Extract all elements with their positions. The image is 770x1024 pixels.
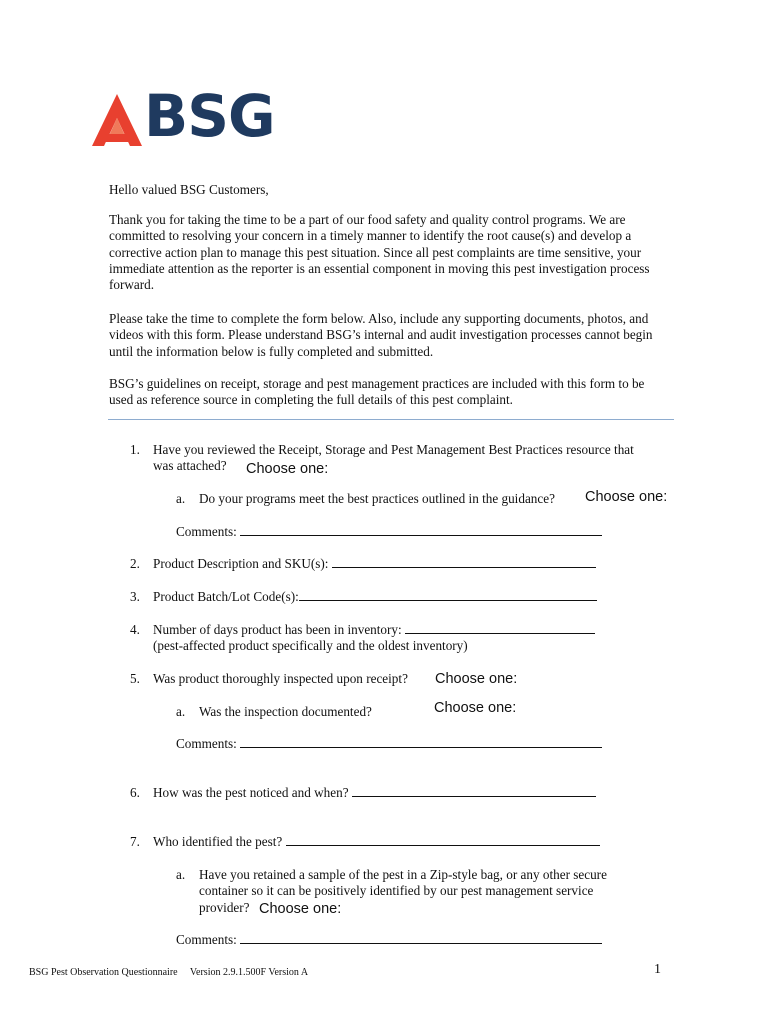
comments-1-field[interactable] [240, 525, 602, 536]
q4-field[interactable] [405, 623, 595, 634]
q2-number: 2. [130, 556, 140, 571]
q3-row [153, 589, 597, 605]
footer-title: BSG Pest Observation Questionnaire [29, 967, 178, 978]
q1-choose-dropdown[interactable]: Choose one: [246, 461, 329, 477]
q7-row [153, 834, 600, 850]
q2-row [153, 556, 596, 572]
q1-text-line2: was attached? [153, 458, 227, 473]
q4-subtext: (pest-affected product specifically and the oldest inventory) [153, 638, 468, 653]
q2-field[interactable] [332, 557, 596, 568]
q1a-text: Do your programs meet the best practices outlined in the guidance? [199, 491, 555, 506]
section-divider [108, 419, 674, 420]
q6-row [153, 785, 596, 801]
q1-text-line1: Have you reviewed the Receipt, Storage and Pest Management Best Practices resource that [153, 442, 634, 457]
q4-text: Number of days product has been in inventory: [153, 622, 402, 637]
bsg-logo-mark-icon [92, 94, 142, 146]
q5-number: 5. [130, 671, 140, 686]
bsg-logo [92, 82, 275, 150]
q7a-choose-dropdown[interactable]: Choose one: [259, 901, 342, 917]
q4-number: 4. [130, 622, 140, 637]
q7a-letter: a. [176, 867, 186, 882]
comments-2-label [176, 736, 602, 752]
q6-number: 6. [130, 785, 140, 800]
q5-choose-dropdown[interactable]: Choose one: [435, 671, 518, 687]
q3-number: 3. [130, 589, 140, 604]
q4-row [153, 622, 595, 638]
q7a-text-line2: container so it can be positively identified by our pest management service [199, 883, 594, 898]
logo-text: BSG [144, 82, 275, 150]
q5a-letter: a. [176, 704, 186, 719]
q5-text: Was product thoroughly inspected upon receipt? [153, 671, 408, 686]
q6-field[interactable] [352, 786, 596, 797]
q6-text: How was the pest noticed and when? [153, 785, 349, 800]
q7a-text-line3: provider? [199, 900, 250, 915]
page-number: 1 [654, 962, 661, 977]
q7-number: 7. [130, 834, 140, 849]
q1a-letter: a. [176, 491, 186, 506]
comments-2-field[interactable] [240, 737, 602, 748]
q1-number: 1. [130, 442, 140, 457]
intro-paragraph-1: Thank you for taking the time to be a part of our food safety and quality control programs. We are committed to resolving your concern in a timely manner to identify the root cause(s) and develop a corrective action plan to manage this pest situation. Since all pest complaints are time sensitive, your immediate attention as the reporter is an essential component in moving this pest investigation process forward. [109, 212, 650, 293]
q2-text: Product Description and SKU(s): [153, 556, 329, 571]
intro-paragraph-3: BSG’s guidelines on receipt, storage and pest management practices are included with this form to be used as reference source in completing the full details of this pest complaint. [109, 376, 645, 408]
intro-paragraph-2: Please take the time to complete the form below. Also, include any supporting documents, photos, and videos with this form. Please understand BSG’s internal and audit investigation processes cannot begin until the information below is fully completed and submitted. [109, 311, 653, 359]
footer [29, 967, 308, 978]
q1a-choose-dropdown[interactable]: Choose one: [585, 489, 668, 505]
q7a-text-line1: Have you retained a sample of the pest in a Zip-style bag, or any other secure [199, 867, 607, 882]
comments-3-label [176, 932, 602, 948]
q3-text: Product Batch/Lot Code(s): [153, 589, 299, 604]
comments-1-label [176, 524, 602, 540]
greeting: Hello valued BSG Customers, [109, 182, 269, 197]
q7-field[interactable] [286, 835, 600, 846]
comments-3-text: Comments: [176, 932, 237, 947]
comments-1-text: Comments: [176, 524, 237, 539]
comments-3-field[interactable] [240, 933, 602, 944]
q5a-choose-dropdown[interactable]: Choose one: [434, 700, 517, 716]
q5a-text: Was the inspection documented? [199, 704, 372, 719]
footer-version: Version 2.9.1.500F Version A [189, 967, 309, 978]
comments-2-text: Comments: [176, 736, 237, 751]
q7-text: Who identified the pest? [153, 834, 283, 849]
q3-field[interactable] [299, 590, 597, 601]
